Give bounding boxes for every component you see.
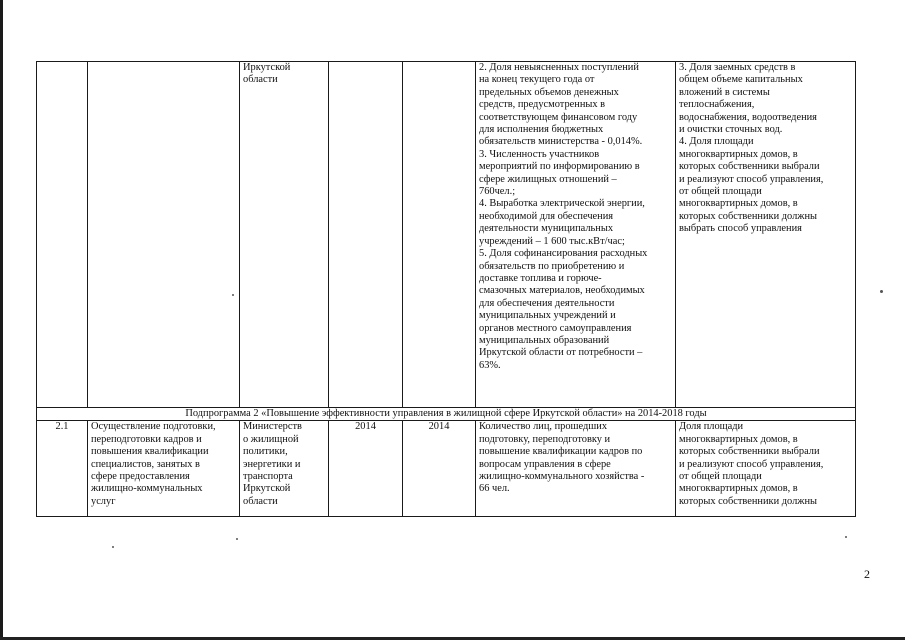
scan-speck	[112, 546, 114, 548]
cell-start-year: 2014	[329, 421, 403, 517]
cell-measure-name: Осуществление подготовки, переподготовки кадров и повышения квалификации специалистов, занятых в сфере предоставления жилищно-коммунальных услуг	[88, 421, 240, 517]
program-measures-table	[36, 61, 856, 517]
cell-executor: Министерств о жилищной политики, энергетики и транспорта Иркутской области	[240, 421, 329, 517]
cell-indicator: 3. Доля заемных средств в общем объеме капитальных вложений в системы теплоснабжения, водоснабжения, водоотведения и очистки сточных вод. 4. Доля площади многоквартирных домов, в которых собственники выбрали и реализуют способ управления, от общей площади многоквартирных домов, в которых собственники должны выбрать способ управления	[676, 62, 856, 408]
cell-expected-result: Количество лиц, прошедших подготовку, переподготовку и повышение квалификации кадров по вопросам управления в сфере жилищно-коммунального хозяйства - 66 чел.	[476, 421, 676, 517]
cell-start-year	[329, 62, 403, 408]
page-number: 2	[864, 567, 870, 581]
cell-number	[37, 62, 88, 408]
subprogram-title: Подпрограмма 2 «Повышение эффективности управления в жилищной сфере Иркутской области» на 2014-2018 годы	[37, 408, 856, 421]
cell-end-year	[403, 62, 476, 408]
scan-speck	[880, 290, 883, 293]
cell-executor: Иркутской области	[240, 62, 329, 408]
cell-number: 2.1	[37, 421, 88, 517]
scan-speck	[232, 294, 234, 296]
table-row-continued	[37, 62, 856, 408]
table-row-2-1	[37, 421, 856, 517]
cell-end-year: 2014	[403, 421, 476, 517]
subprogram-header-row	[37, 408, 856, 421]
cell-expected-result: 2. Доля невыясненных поступлений на конец текущего года от предельных объемов денежных средств, предусмотренных в соответствующем финансовом году для исполнения бюджетных обязательств министерства - 0,014%. 3. Численность участников мероприятий по информированию в сфере жилищных отношений – 760чел.; 4. Выработка электрической энергии, необходимой для обеспечения деятельности муниципальных учреждений – 1 600 тыс.кВт/час; 5. Доля софинансирования расходных обязательств по приобретению и доставке топлива и горюче- смазочных материалов, необходимых для обеспечения деятельности муниципальных учреждений и органов местного самоуправления муниципальных образований Иркутской области от потребности – 63%.	[476, 62, 676, 408]
scan-left-edge	[0, 0, 3, 640]
scan-speck	[845, 536, 847, 538]
cell-measure-name	[88, 62, 240, 408]
cell-indicator: Доля площади многоквартирных домов, в которых собственники выбрали и реализуют способ управления, от общей площади многоквартирных домов, в которых собственники должны	[676, 421, 856, 517]
scan-speck	[236, 538, 238, 540]
